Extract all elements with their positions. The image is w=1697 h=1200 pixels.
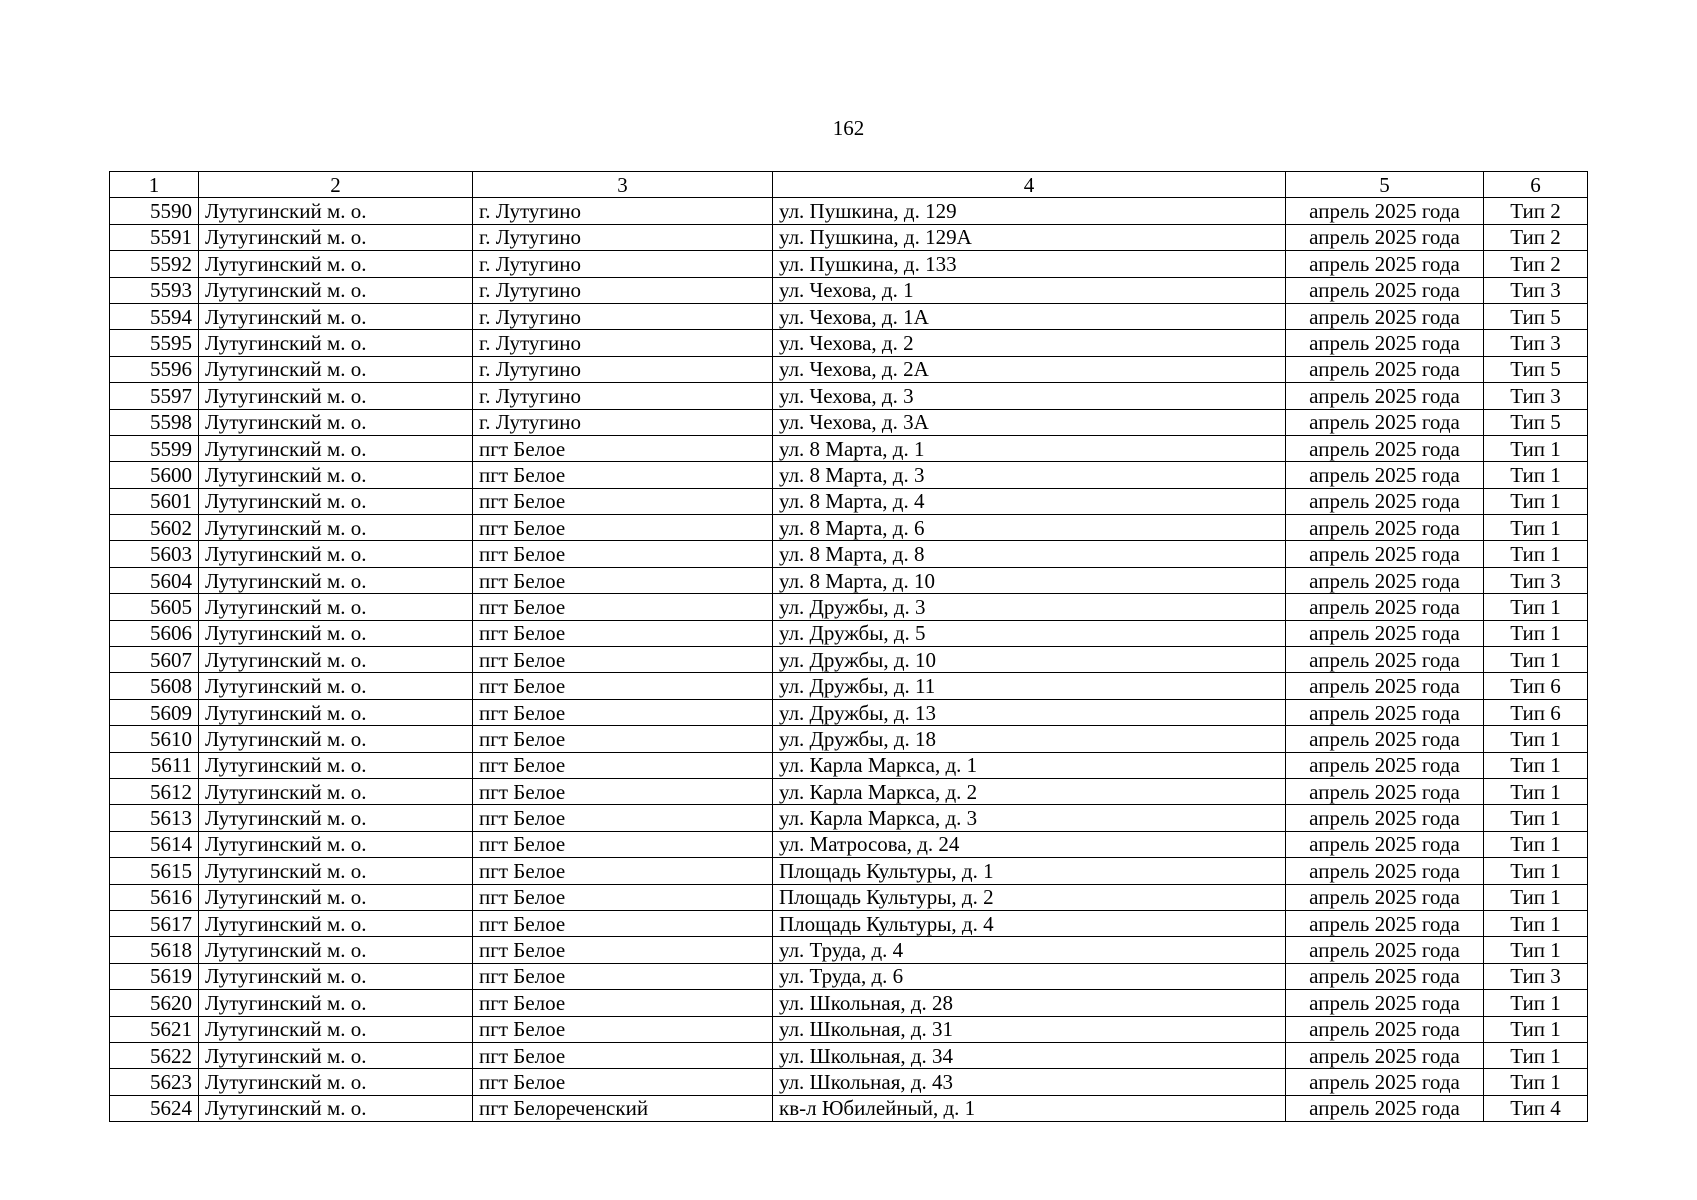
- settlement-cell: г. Лутугино: [473, 224, 773, 250]
- table-row: [110, 1042, 1588, 1068]
- table-row: [110, 752, 1588, 778]
- settlement-cell: пгт Белое: [473, 567, 773, 593]
- row-number-cell: 5603: [110, 541, 199, 567]
- municipality-cell: Лутугинский м. о.: [199, 462, 473, 488]
- registry-table: [109, 171, 1588, 1122]
- column-number: 3: [473, 172, 773, 198]
- table-row: [110, 224, 1588, 250]
- settlement-cell: г. Лутугино: [473, 303, 773, 329]
- address-cell: ул. Дружбы, д. 11: [773, 673, 1286, 699]
- type-cell: Тип 1: [1484, 910, 1588, 936]
- settlement-cell: пгт Белое: [473, 1042, 773, 1068]
- address-cell: ул. Пушкина, д. 129: [773, 198, 1286, 224]
- date-cell: апрель 2025 года: [1286, 884, 1484, 910]
- type-cell: Тип 1: [1484, 805, 1588, 831]
- type-cell: Тип 1: [1484, 435, 1588, 461]
- type-cell: Тип 1: [1484, 831, 1588, 857]
- settlement-cell: пгт Белое: [473, 726, 773, 752]
- row-number-cell: 5594: [110, 303, 199, 329]
- municipality-cell: Лутугинский м. о.: [199, 884, 473, 910]
- row-number-cell: 5601: [110, 488, 199, 514]
- address-cell: ул. Школьная, д. 28: [773, 990, 1286, 1016]
- row-number-cell: 5593: [110, 277, 199, 303]
- table-row: [110, 303, 1588, 329]
- address-cell: ул. Чехова, д. 2А: [773, 356, 1286, 382]
- municipality-cell: Лутугинский м. о.: [199, 224, 473, 250]
- municipality-cell: Лутугинский м. о.: [199, 726, 473, 752]
- table-row: [110, 778, 1588, 804]
- table-row: [110, 699, 1588, 725]
- address-cell: ул. Школьная, д. 43: [773, 1069, 1286, 1095]
- type-cell: Тип 3: [1484, 330, 1588, 356]
- municipality-cell: Лутугинский м. о.: [199, 277, 473, 303]
- address-cell: ул. Труда, д. 4: [773, 937, 1286, 963]
- date-cell: апрель 2025 года: [1286, 699, 1484, 725]
- type-cell: Тип 1: [1484, 778, 1588, 804]
- table-row: [110, 647, 1588, 673]
- column-number: 6: [1484, 172, 1588, 198]
- address-cell: ул. Дружбы, д. 5: [773, 620, 1286, 646]
- type-cell: Тип 2: [1484, 198, 1588, 224]
- table-row: [110, 462, 1588, 488]
- row-number-cell: 5623: [110, 1069, 199, 1095]
- type-cell: Тип 6: [1484, 699, 1588, 725]
- row-number-cell: 5609: [110, 699, 199, 725]
- row-number-cell: 5596: [110, 356, 199, 382]
- address-cell: ул. Карла Маркса, д. 3: [773, 805, 1286, 831]
- type-cell: Тип 3: [1484, 383, 1588, 409]
- table-row: [110, 910, 1588, 936]
- table-row: [110, 726, 1588, 752]
- table-row: [110, 805, 1588, 831]
- address-cell: Площадь Культуры, д. 4: [773, 910, 1286, 936]
- address-cell: ул. Карла Маркса, д. 2: [773, 778, 1286, 804]
- row-number-cell: 5597: [110, 383, 199, 409]
- date-cell: апрель 2025 года: [1286, 1016, 1484, 1042]
- municipality-cell: Лутугинский м. о.: [199, 673, 473, 699]
- municipality-cell: Лутугинский м. о.: [199, 699, 473, 725]
- settlement-cell: пгт Белое: [473, 1069, 773, 1095]
- date-cell: апрель 2025 года: [1286, 303, 1484, 329]
- table-row: [110, 990, 1588, 1016]
- table-row: [110, 673, 1588, 699]
- type-cell: Тип 4: [1484, 1095, 1588, 1121]
- table-row: [110, 330, 1588, 356]
- address-cell: ул. Дружбы, д. 10: [773, 647, 1286, 673]
- type-cell: Тип 1: [1484, 990, 1588, 1016]
- settlement-cell: г. Лутугино: [473, 330, 773, 356]
- settlement-cell: пгт Белое: [473, 435, 773, 461]
- date-cell: апрель 2025 года: [1286, 567, 1484, 593]
- table-row: [110, 1016, 1588, 1042]
- date-cell: апрель 2025 года: [1286, 831, 1484, 857]
- type-cell: Тип 6: [1484, 673, 1588, 699]
- row-number-cell: 5614: [110, 831, 199, 857]
- settlement-cell: пгт Белое: [473, 778, 773, 804]
- type-cell: Тип 3: [1484, 567, 1588, 593]
- date-cell: апрель 2025 года: [1286, 383, 1484, 409]
- municipality-cell: Лутугинский м. о.: [199, 594, 473, 620]
- municipality-cell: Лутугинский м. о.: [199, 435, 473, 461]
- row-number-cell: 5605: [110, 594, 199, 620]
- settlement-cell: г. Лутугино: [473, 356, 773, 382]
- address-cell: ул. 8 Марта, д. 4: [773, 488, 1286, 514]
- date-cell: апрель 2025 года: [1286, 726, 1484, 752]
- date-cell: апрель 2025 года: [1286, 752, 1484, 778]
- settlement-cell: пгт Белое: [473, 699, 773, 725]
- type-cell: Тип 1: [1484, 726, 1588, 752]
- address-cell: ул. Чехова, д. 2: [773, 330, 1286, 356]
- type-cell: Тип 1: [1484, 594, 1588, 620]
- municipality-cell: Лутугинский м. о.: [199, 963, 473, 989]
- address-cell: ул. Пушкина, д. 133: [773, 251, 1286, 277]
- settlement-cell: пгт Белое: [473, 462, 773, 488]
- municipality-cell: Лутугинский м. о.: [199, 937, 473, 963]
- column-number: 4: [773, 172, 1286, 198]
- settlement-cell: г. Лутугино: [473, 383, 773, 409]
- row-number-cell: 5606: [110, 620, 199, 646]
- row-number-cell: 5607: [110, 647, 199, 673]
- date-cell: апрель 2025 года: [1286, 277, 1484, 303]
- row-number-cell: 5604: [110, 567, 199, 593]
- address-cell: ул. Чехова, д. 3А: [773, 409, 1286, 435]
- municipality-cell: Лутугинский м. о.: [199, 356, 473, 382]
- table-row: [110, 409, 1588, 435]
- date-cell: апрель 2025 года: [1286, 1042, 1484, 1068]
- settlement-cell: пгт Белое: [473, 937, 773, 963]
- type-cell: Тип 5: [1484, 356, 1588, 382]
- column-number: 1: [110, 172, 199, 198]
- settlement-cell: пгт Белое: [473, 884, 773, 910]
- row-number-cell: 5612: [110, 778, 199, 804]
- row-number-cell: 5624: [110, 1095, 199, 1121]
- row-number-cell: 5621: [110, 1016, 199, 1042]
- date-cell: апрель 2025 года: [1286, 462, 1484, 488]
- type-cell: Тип 5: [1484, 303, 1588, 329]
- settlement-cell: г. Лутугино: [473, 409, 773, 435]
- date-cell: апрель 2025 года: [1286, 198, 1484, 224]
- table-row: [110, 356, 1588, 382]
- row-number-cell: 5611: [110, 752, 199, 778]
- address-cell: ул. Школьная, д. 31: [773, 1016, 1286, 1042]
- column-number: 5: [1286, 172, 1484, 198]
- date-cell: апрель 2025 года: [1286, 356, 1484, 382]
- date-cell: апрель 2025 года: [1286, 1069, 1484, 1095]
- municipality-cell: Лутугинский м. о.: [199, 198, 473, 224]
- municipality-cell: Лутугинский м. о.: [199, 831, 473, 857]
- row-number-cell: 5595: [110, 330, 199, 356]
- date-cell: апрель 2025 года: [1286, 858, 1484, 884]
- date-cell: апрель 2025 года: [1286, 805, 1484, 831]
- address-cell: ул. 8 Марта, д. 6: [773, 515, 1286, 541]
- row-number-cell: 5622: [110, 1042, 199, 1068]
- type-cell: Тип 3: [1484, 963, 1588, 989]
- address-cell: ул. Чехова, д. 1: [773, 277, 1286, 303]
- address-cell: Площадь Культуры, д. 2: [773, 884, 1286, 910]
- municipality-cell: Лутугинский м. о.: [199, 409, 473, 435]
- address-cell: ул. 8 Марта, д. 8: [773, 541, 1286, 567]
- type-cell: Тип 2: [1484, 251, 1588, 277]
- table-row: [110, 541, 1588, 567]
- municipality-cell: Лутугинский м. о.: [199, 858, 473, 884]
- settlement-cell: пгт Белое: [473, 594, 773, 620]
- date-cell: апрель 2025 года: [1286, 673, 1484, 699]
- row-number-cell: 5599: [110, 435, 199, 461]
- date-cell: апрель 2025 года: [1286, 515, 1484, 541]
- settlement-cell: пгт Белое: [473, 647, 773, 673]
- settlement-cell: пгт Белое: [473, 620, 773, 646]
- municipality-cell: Лутугинский м. о.: [199, 1069, 473, 1095]
- row-number-cell: 5617: [110, 910, 199, 936]
- table-row: [110, 963, 1588, 989]
- address-cell: ул. Матросова, д. 24: [773, 831, 1286, 857]
- municipality-cell: Лутугинский м. о.: [199, 303, 473, 329]
- date-cell: апрель 2025 года: [1286, 409, 1484, 435]
- settlement-cell: пгт Белое: [473, 990, 773, 1016]
- table-row: [110, 1095, 1588, 1121]
- table-row: [110, 1069, 1588, 1095]
- row-number-cell: 5616: [110, 884, 199, 910]
- date-cell: апрель 2025 года: [1286, 990, 1484, 1016]
- type-cell: Тип 1: [1484, 1069, 1588, 1095]
- date-cell: апрель 2025 года: [1286, 910, 1484, 936]
- date-cell: апрель 2025 года: [1286, 488, 1484, 514]
- municipality-cell: Лутугинский м. о.: [199, 1042, 473, 1068]
- municipality-cell: Лутугинский м. о.: [199, 251, 473, 277]
- address-cell: ул. 8 Марта, д. 10: [773, 567, 1286, 593]
- row-number-cell: 5615: [110, 858, 199, 884]
- municipality-cell: Лутугинский м. о.: [199, 515, 473, 541]
- settlement-cell: пгт Белое: [473, 488, 773, 514]
- date-cell: апрель 2025 года: [1286, 778, 1484, 804]
- type-cell: Тип 5: [1484, 409, 1588, 435]
- address-cell: Площадь Культуры, д. 1: [773, 858, 1286, 884]
- address-cell: ул. Дружбы, д. 18: [773, 726, 1286, 752]
- table-row: [110, 251, 1588, 277]
- row-number-cell: 5598: [110, 409, 199, 435]
- row-number-cell: 5600: [110, 462, 199, 488]
- type-cell: Тип 1: [1484, 488, 1588, 514]
- address-cell: ул. Пушкина, д. 129А: [773, 224, 1286, 250]
- settlement-cell: пгт Белое: [473, 831, 773, 857]
- row-number-cell: 5618: [110, 937, 199, 963]
- table-row: [110, 937, 1588, 963]
- municipality-cell: Лутугинский м. о.: [199, 1095, 473, 1121]
- table-row: [110, 831, 1588, 857]
- settlement-cell: г. Лутугино: [473, 198, 773, 224]
- type-cell: Тип 1: [1484, 858, 1588, 884]
- table-row: [110, 435, 1588, 461]
- date-cell: апрель 2025 года: [1286, 1095, 1484, 1121]
- type-cell: Тип 2: [1484, 224, 1588, 250]
- municipality-cell: Лутугинский м. о.: [199, 1016, 473, 1042]
- municipality-cell: Лутугинский м. о.: [199, 805, 473, 831]
- municipality-cell: Лутугинский м. о.: [199, 910, 473, 936]
- settlement-cell: пгт Белое: [473, 673, 773, 699]
- table-row: [110, 488, 1588, 514]
- table-row: [110, 198, 1588, 224]
- table-row: [110, 858, 1588, 884]
- type-cell: Тип 1: [1484, 884, 1588, 910]
- date-cell: апрель 2025 года: [1286, 541, 1484, 567]
- settlement-cell: г. Лутугино: [473, 251, 773, 277]
- date-cell: апрель 2025 года: [1286, 594, 1484, 620]
- table-row: [110, 884, 1588, 910]
- type-cell: Тип 1: [1484, 1016, 1588, 1042]
- address-cell: ул. Дружбы, д. 3: [773, 594, 1286, 620]
- municipality-cell: Лутугинский м. о.: [199, 647, 473, 673]
- row-number-cell: 5608: [110, 673, 199, 699]
- settlement-cell: пгт Белое: [473, 858, 773, 884]
- settlement-cell: пгт Белое: [473, 752, 773, 778]
- municipality-cell: Лутугинский м. о.: [199, 488, 473, 514]
- address-cell: ул. Карла Маркса, д. 1: [773, 752, 1286, 778]
- row-number-cell: 5602: [110, 515, 199, 541]
- row-number-cell: 5619: [110, 963, 199, 989]
- municipality-cell: Лутугинский м. о.: [199, 752, 473, 778]
- address-cell: ул. Чехова, д. 3: [773, 383, 1286, 409]
- registry-table-body: [110, 172, 1588, 1122]
- address-cell: ул. 8 Марта, д. 3: [773, 462, 1286, 488]
- date-cell: апрель 2025 года: [1286, 251, 1484, 277]
- type-cell: Тип 1: [1484, 752, 1588, 778]
- settlement-cell: пгт Белое: [473, 541, 773, 567]
- page-number: 162: [832, 116, 865, 140]
- table-row: [110, 277, 1588, 303]
- settlement-cell: пгт Белое: [473, 1016, 773, 1042]
- table-row: [110, 515, 1588, 541]
- address-cell: ул. Школьная, д. 34: [773, 1042, 1286, 1068]
- municipality-cell: Лутугинский м. о.: [199, 778, 473, 804]
- settlement-cell: пгт Белое: [473, 515, 773, 541]
- row-number-cell: 5592: [110, 251, 199, 277]
- column-number: 2: [199, 172, 473, 198]
- settlement-cell: пгт Белое: [473, 910, 773, 936]
- municipality-cell: Лутугинский м. о.: [199, 567, 473, 593]
- municipality-cell: Лутугинский м. о.: [199, 541, 473, 567]
- type-cell: Тип 1: [1484, 937, 1588, 963]
- address-cell: ул. 8 Марта, д. 1: [773, 435, 1286, 461]
- row-number-cell: 5590: [110, 198, 199, 224]
- table-row: [110, 594, 1588, 620]
- municipality-cell: Лутугинский м. о.: [199, 383, 473, 409]
- table-row: [110, 567, 1588, 593]
- row-number-cell: 5613: [110, 805, 199, 831]
- date-cell: апрель 2025 года: [1286, 620, 1484, 646]
- date-cell: апрель 2025 года: [1286, 647, 1484, 673]
- date-cell: апрель 2025 года: [1286, 330, 1484, 356]
- address-cell: ул. Дружбы, д. 13: [773, 699, 1286, 725]
- table-row: [110, 620, 1588, 646]
- settlement-cell: пгт Белое: [473, 805, 773, 831]
- type-cell: Тип 1: [1484, 620, 1588, 646]
- date-cell: апрель 2025 года: [1286, 224, 1484, 250]
- municipality-cell: Лутугинский м. о.: [199, 620, 473, 646]
- settlement-cell: г. Лутугино: [473, 277, 773, 303]
- row-number-cell: 5610: [110, 726, 199, 752]
- address-cell: ул. Труда, д. 6: [773, 963, 1286, 989]
- type-cell: Тип 1: [1484, 1042, 1588, 1068]
- date-cell: апрель 2025 года: [1286, 937, 1484, 963]
- address-cell: ул. Чехова, д. 1А: [773, 303, 1286, 329]
- municipality-cell: Лутугинский м. о.: [199, 330, 473, 356]
- row-number-cell: 5591: [110, 224, 199, 250]
- type-cell: Тип 3: [1484, 277, 1588, 303]
- settlement-cell: пгт Белое: [473, 963, 773, 989]
- date-cell: апрель 2025 года: [1286, 963, 1484, 989]
- row-number-cell: 5620: [110, 990, 199, 1016]
- municipality-cell: Лутугинский м. о.: [199, 990, 473, 1016]
- type-cell: Тип 1: [1484, 515, 1588, 541]
- table-row: [110, 383, 1588, 409]
- type-cell: Тип 1: [1484, 647, 1588, 673]
- date-cell: апрель 2025 года: [1286, 435, 1484, 461]
- settlement-cell: пгт Белореченский: [473, 1095, 773, 1121]
- type-cell: Тип 1: [1484, 541, 1588, 567]
- address-cell: кв-л Юбилейный, д. 1: [773, 1095, 1286, 1121]
- type-cell: Тип 1: [1484, 462, 1588, 488]
- column-number-row: [110, 172, 1588, 198]
